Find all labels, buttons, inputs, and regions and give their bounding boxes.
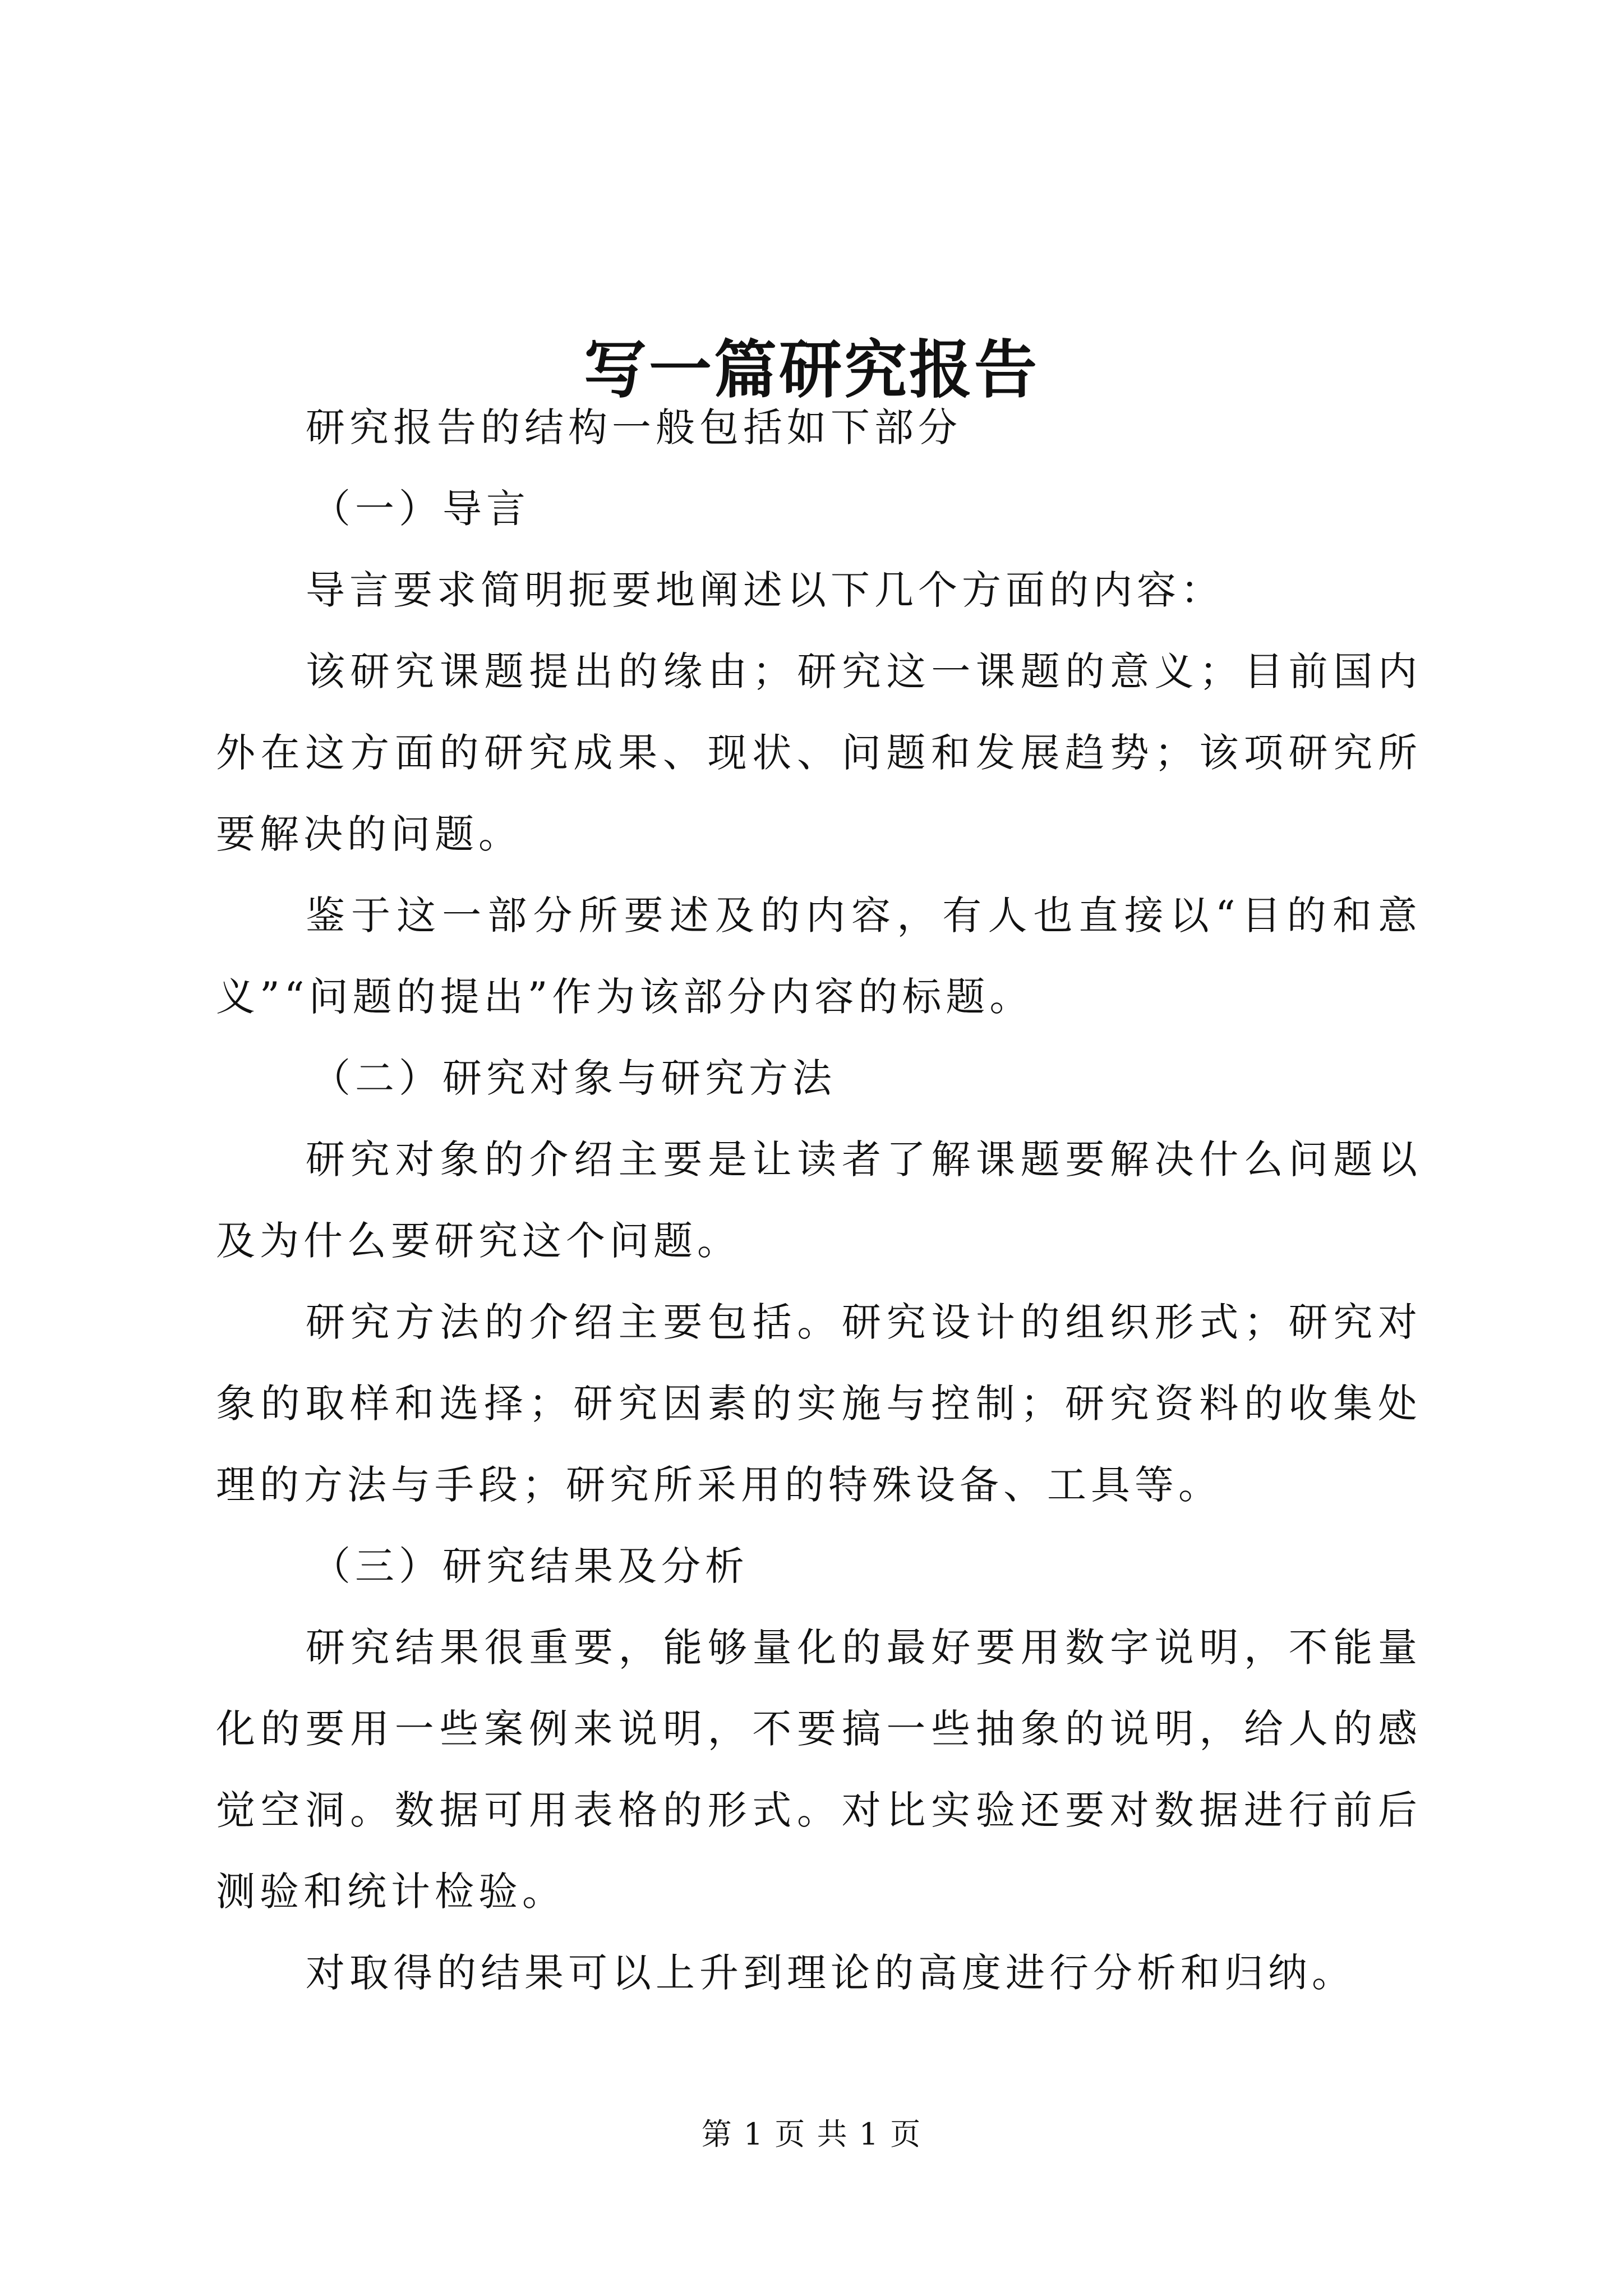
body-paragraph: 研究方法的介绍主要包括。研究设计的组织形式；研究对象的取样和选择；研究因素的实施与控制；研究资料的收集处理的方法与手段；研究所采用的特殊设备、工具等。 (216, 1299, 1422, 1508)
section-heading-results-analysis: （三）研究结果及分析 (311, 1543, 749, 1589)
section-heading-object-method: （二）研究对象与研究方法 (311, 1055, 836, 1101)
body-paragraph: 导言要求简明扼要地阐述以下几个方面的内容： (306, 567, 1224, 613)
body-paragraph: 研究结果很重要，能够量化的最好要用数字说明，不能量化的要用一些案例来说明，不要搞一些抽象的说明，给人的感觉空洞。数据可用表格的形式。对比实验还要对数据进行前后测验和统计检验。 (216, 1625, 1422, 1915)
body-paragraph: 鉴于这一部分所要述及的内容，有人也直接以“目的和意义”“问题的提出”作为该部分内容的标题。 (216, 892, 1422, 1020)
document-title: 写一篇研究报告 (584, 333, 1039, 407)
document-body (216, 387, 1422, 2014)
page-footer: 第 1 页 共 1 页 (701, 2116, 922, 2152)
section-heading-introduction: （一）导言 (311, 486, 530, 532)
body-paragraph: 研究对象的介绍主要是让读者了解课题要解决什么问题以及为什么要研究这个问题。 (216, 1137, 1422, 1264)
intro-paragraph: 研究报告的结构一般包括如下部分 (306, 404, 962, 450)
body-paragraph: 该研究课题提出的缘由；研究这一课题的意义；目前国内外在这方面的研究成果、现状、问题和发展趋势；该项研究所要解决的问题。 (216, 648, 1422, 857)
body-paragraph: 对取得的结果可以上升到理论的高度进行分析和归纳。 (306, 1950, 1355, 1996)
